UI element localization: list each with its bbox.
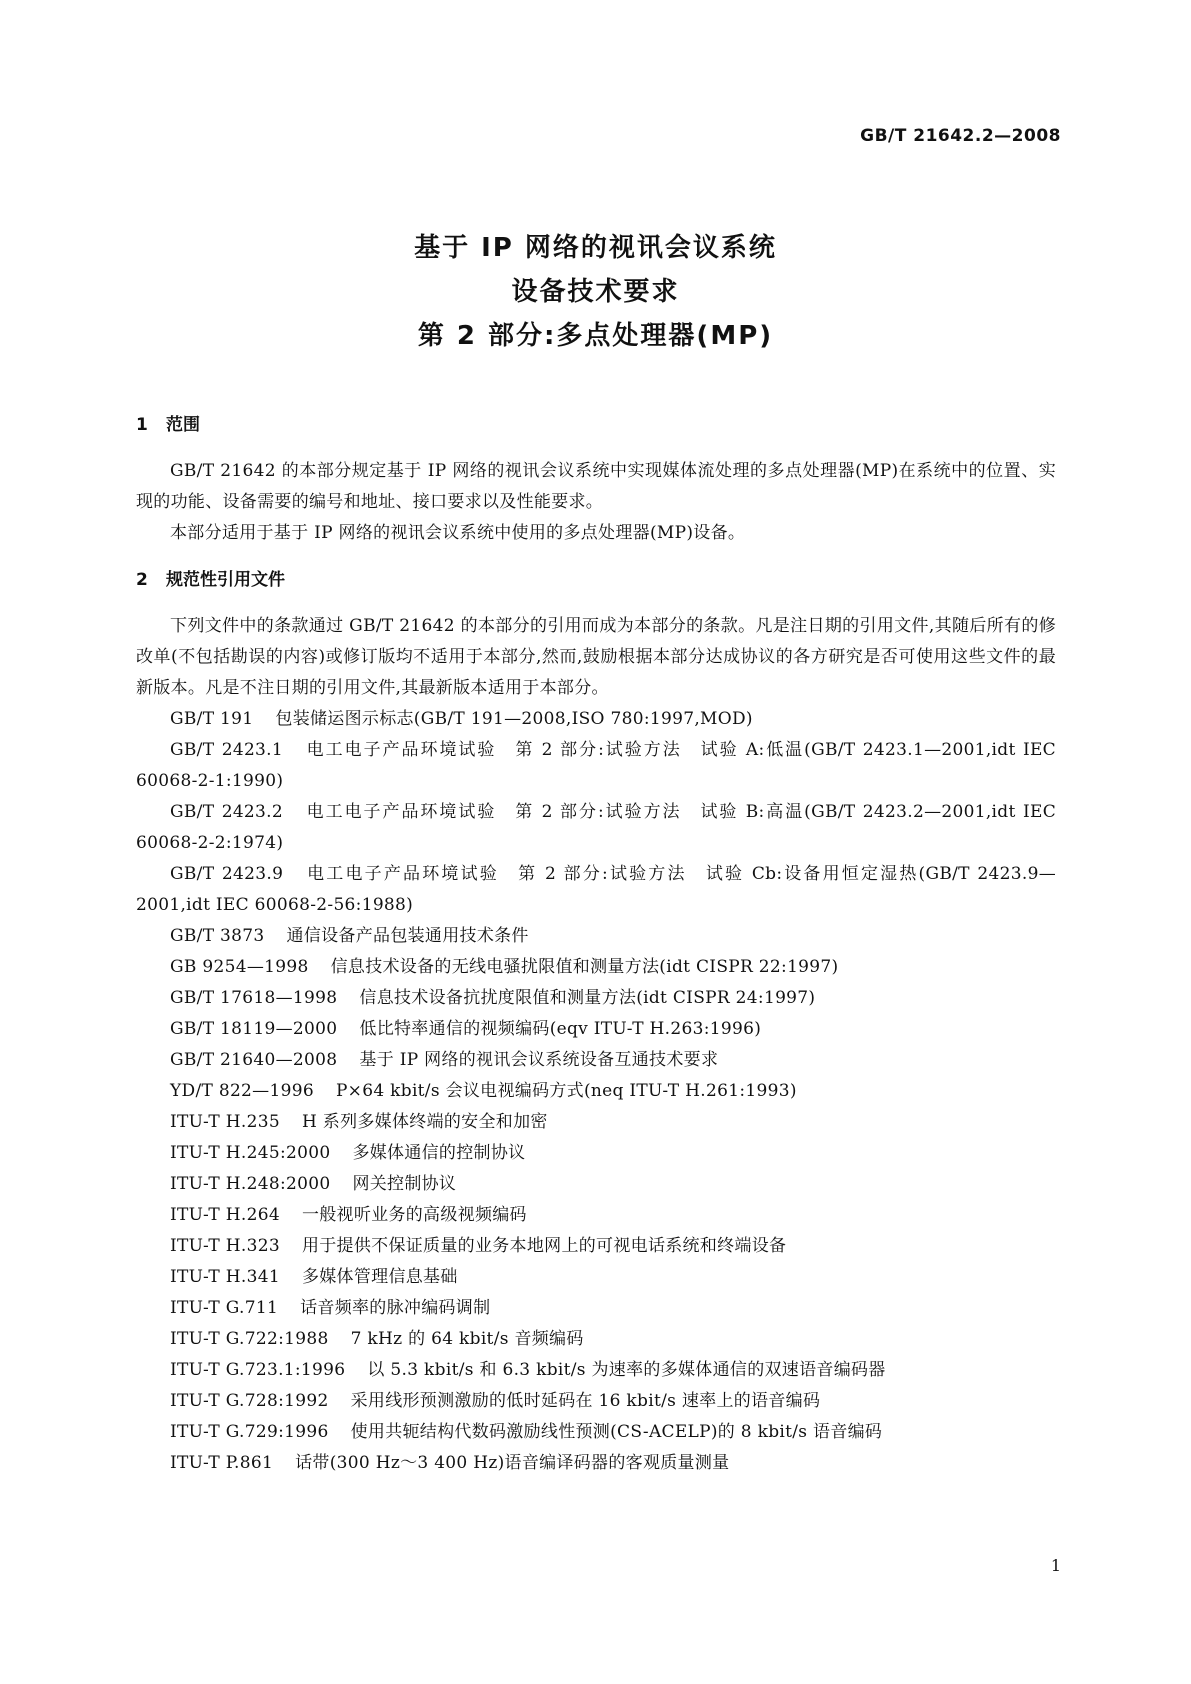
reference-item (136, 735, 1056, 797)
reference-item (136, 1293, 1056, 1324)
reference-item (136, 952, 1056, 983)
section-heading (136, 412, 1056, 438)
reference-code: ITU-T P.861 (170, 1453, 274, 1473)
reference-item (136, 1169, 1056, 1200)
reference-title: 网关控制协议 (352, 1174, 457, 1194)
reference-title: 电工电子产品环境试验 第 2 部分:试验方法 试验 Cb:设备用恒定湿热(GB/T 2423.9—2001,idt IEC 60068-2-56:1988) (136, 864, 1056, 915)
section-heading (136, 567, 1056, 593)
reference-item (136, 1107, 1056, 1138)
reference-code: GB 9254—1998 (170, 957, 309, 977)
reference-title: 以 5.3 kbit/s 和 6.3 kbit/s 为速率的多媒体通信的双速语音编码器 (367, 1360, 886, 1380)
reference-item (136, 859, 1056, 921)
title-line-3: 第 2 部分:多点处理器(MP) (417, 321, 774, 351)
title-line-2: 设备技术要求 (511, 277, 680, 307)
reference-title: 多媒体通信的控制协议 (352, 1143, 526, 1163)
reference-code: GB/T 2423.2 (170, 802, 283, 822)
reference-title: 电工电子产品环境试验 第 2 部分:试验方法 试验 A:低温(GB/T 2423.1—2001,idt IEC 60068-2-1:1990) (136, 740, 1056, 791)
reference-code: ITU-T G.723.1:1996 (170, 1360, 346, 1380)
reference-title: 信息技术设备的无线电骚扰限值和测量方法(idt CISPR 22:1997) (330, 957, 839, 977)
document-title (0, 226, 1191, 358)
reference-item (136, 1045, 1056, 1076)
reference-title: 7 kHz 的 64 kbit/s 音频编码 (350, 1329, 584, 1349)
reference-item (136, 1386, 1056, 1417)
reference-code: ITU-T G.728:1992 (170, 1391, 329, 1411)
reference-item (136, 983, 1056, 1014)
reference-item (136, 1355, 1056, 1386)
section-normative-references (136, 567, 1056, 1479)
reference-title: 多媒体管理信息基础 (301, 1267, 458, 1287)
reference-item (136, 1448, 1056, 1479)
reference-code: ITU-T H.245:2000 (170, 1143, 331, 1163)
document-body (136, 412, 1056, 1479)
paragraph: 下列文件中的条款通过 GB/T 21642 的本部分的引用而成为本部分的条款。凡是注日期的引用文件,其随后所有的修改单(不包括勘误的内容)或修订版均不适用于本部分,然而,鼓励根据本部分达成协议的各方研究是否可使用这些文件的最新版本。凡是不注日期的引用文件,其最新版本适用于本部分。 (136, 616, 1056, 698)
paragraph: 本部分适用于基于 IP 网络的视讯会议系统中使用的多点处理器(MP)设备。 (170, 523, 746, 543)
reference-item (136, 1417, 1056, 1448)
reference-code: ITU-T H.264 (170, 1205, 280, 1225)
reference-code: ITU-T H.235 (170, 1112, 280, 1132)
reference-item (136, 1324, 1056, 1355)
reference-title: 话带(300 Hz～3 400 Hz)语音编译码器的客观质量测量 (295, 1453, 730, 1473)
reference-code: GB/T 2423.9 (170, 864, 284, 884)
reference-code: ITU-T H.248:2000 (170, 1174, 331, 1194)
reference-code: GB/T 191 (170, 709, 254, 729)
reference-code: ITU-T G.722:1988 (170, 1329, 329, 1349)
reference-title: 用于提供不保证质量的业务本地网上的可视电话系统和终端设备 (301, 1236, 787, 1256)
page-number: 1 (1050, 1556, 1061, 1575)
reference-code: GB/T 17618—1998 (170, 988, 338, 1008)
reference-title: 使用共轭结构代数码激励线性预测(CS-ACELP)的 8 kbit/s 语音编码 (350, 1422, 883, 1442)
reference-item (136, 1231, 1056, 1262)
reference-item (136, 921, 1056, 952)
reference-code: ITU-T G.729:1996 (170, 1422, 329, 1442)
reference-item (136, 1262, 1056, 1293)
reference-title: 话音频率的脉冲编码调制 (300, 1298, 491, 1318)
reference-title: 电工电子产品环境试验 第 2 部分:试验方法 试验 B:高温(GB/T 2423.2—2001,idt IEC 60068-2-2:1974) (136, 802, 1056, 853)
reference-title: 一般视听业务的高级视频编码 (301, 1205, 527, 1225)
reference-title: 基于 IP 网络的视讯会议系统设备互通技术要求 (359, 1050, 719, 1070)
reference-title: H 系列多媒体终端的安全和加密 (301, 1112, 548, 1132)
reference-code: GB/T 2423.1 (170, 740, 283, 760)
reference-code: GB/T 3873 (170, 926, 265, 946)
section-number: 2 (136, 570, 148, 590)
reference-title: 通信设备产品包装通用技术条件 (286, 926, 529, 946)
reference-list (136, 704, 1056, 1479)
reference-item (136, 1076, 1056, 1107)
reference-code: ITU-T H.323 (170, 1236, 280, 1256)
paragraph: GB/T 21642 的本部分规定基于 IP 网络的视讯会议系统中实现媒体流处理的多点处理器(MP)在系统中的位置、实现的功能、设备需要的编号和地址、接口要求以及性能要求。 (136, 461, 1056, 512)
reference-code: ITU-T G.711 (170, 1298, 279, 1318)
reference-title: 包装储运图示标志(GB/T 191—2008,ISO 780:1997,MOD) (275, 709, 753, 729)
title-line-1: 基于 IP 网络的视讯会议系统 (414, 233, 777, 263)
section-title: 范围 (166, 415, 200, 435)
reference-code: GB/T 21640—2008 (170, 1050, 338, 1070)
reference-title: 低比特率通信的视频编码(eqv ITU-T H.263:1996) (359, 1019, 762, 1039)
reference-title: 采用线形预测激励的低时延码在 16 kbit/s 速率上的语音编码 (350, 1391, 821, 1411)
reference-title: 信息技术设备抗扰度限值和测量方法(idt CISPR 24:1997) (359, 988, 816, 1008)
reference-item (136, 1200, 1056, 1231)
section-number: 1 (136, 415, 148, 435)
section-scope (136, 412, 1056, 549)
reference-code: YD/T 822—1996 (170, 1081, 314, 1101)
reference-item (136, 1014, 1056, 1045)
reference-title: P×64 kbit/s 会议电视编码方式(neq ITU-T H.261:1993) (335, 1081, 797, 1101)
reference-item (136, 704, 1056, 735)
section-title: 规范性引用文件 (166, 570, 285, 590)
reference-item (136, 797, 1056, 859)
standard-code: GB/T 21642.2—2008 (860, 126, 1061, 146)
reference-code: ITU-T H.341 (170, 1267, 280, 1287)
reference-code: GB/T 18119—2000 (170, 1019, 338, 1039)
reference-item (136, 1138, 1056, 1169)
